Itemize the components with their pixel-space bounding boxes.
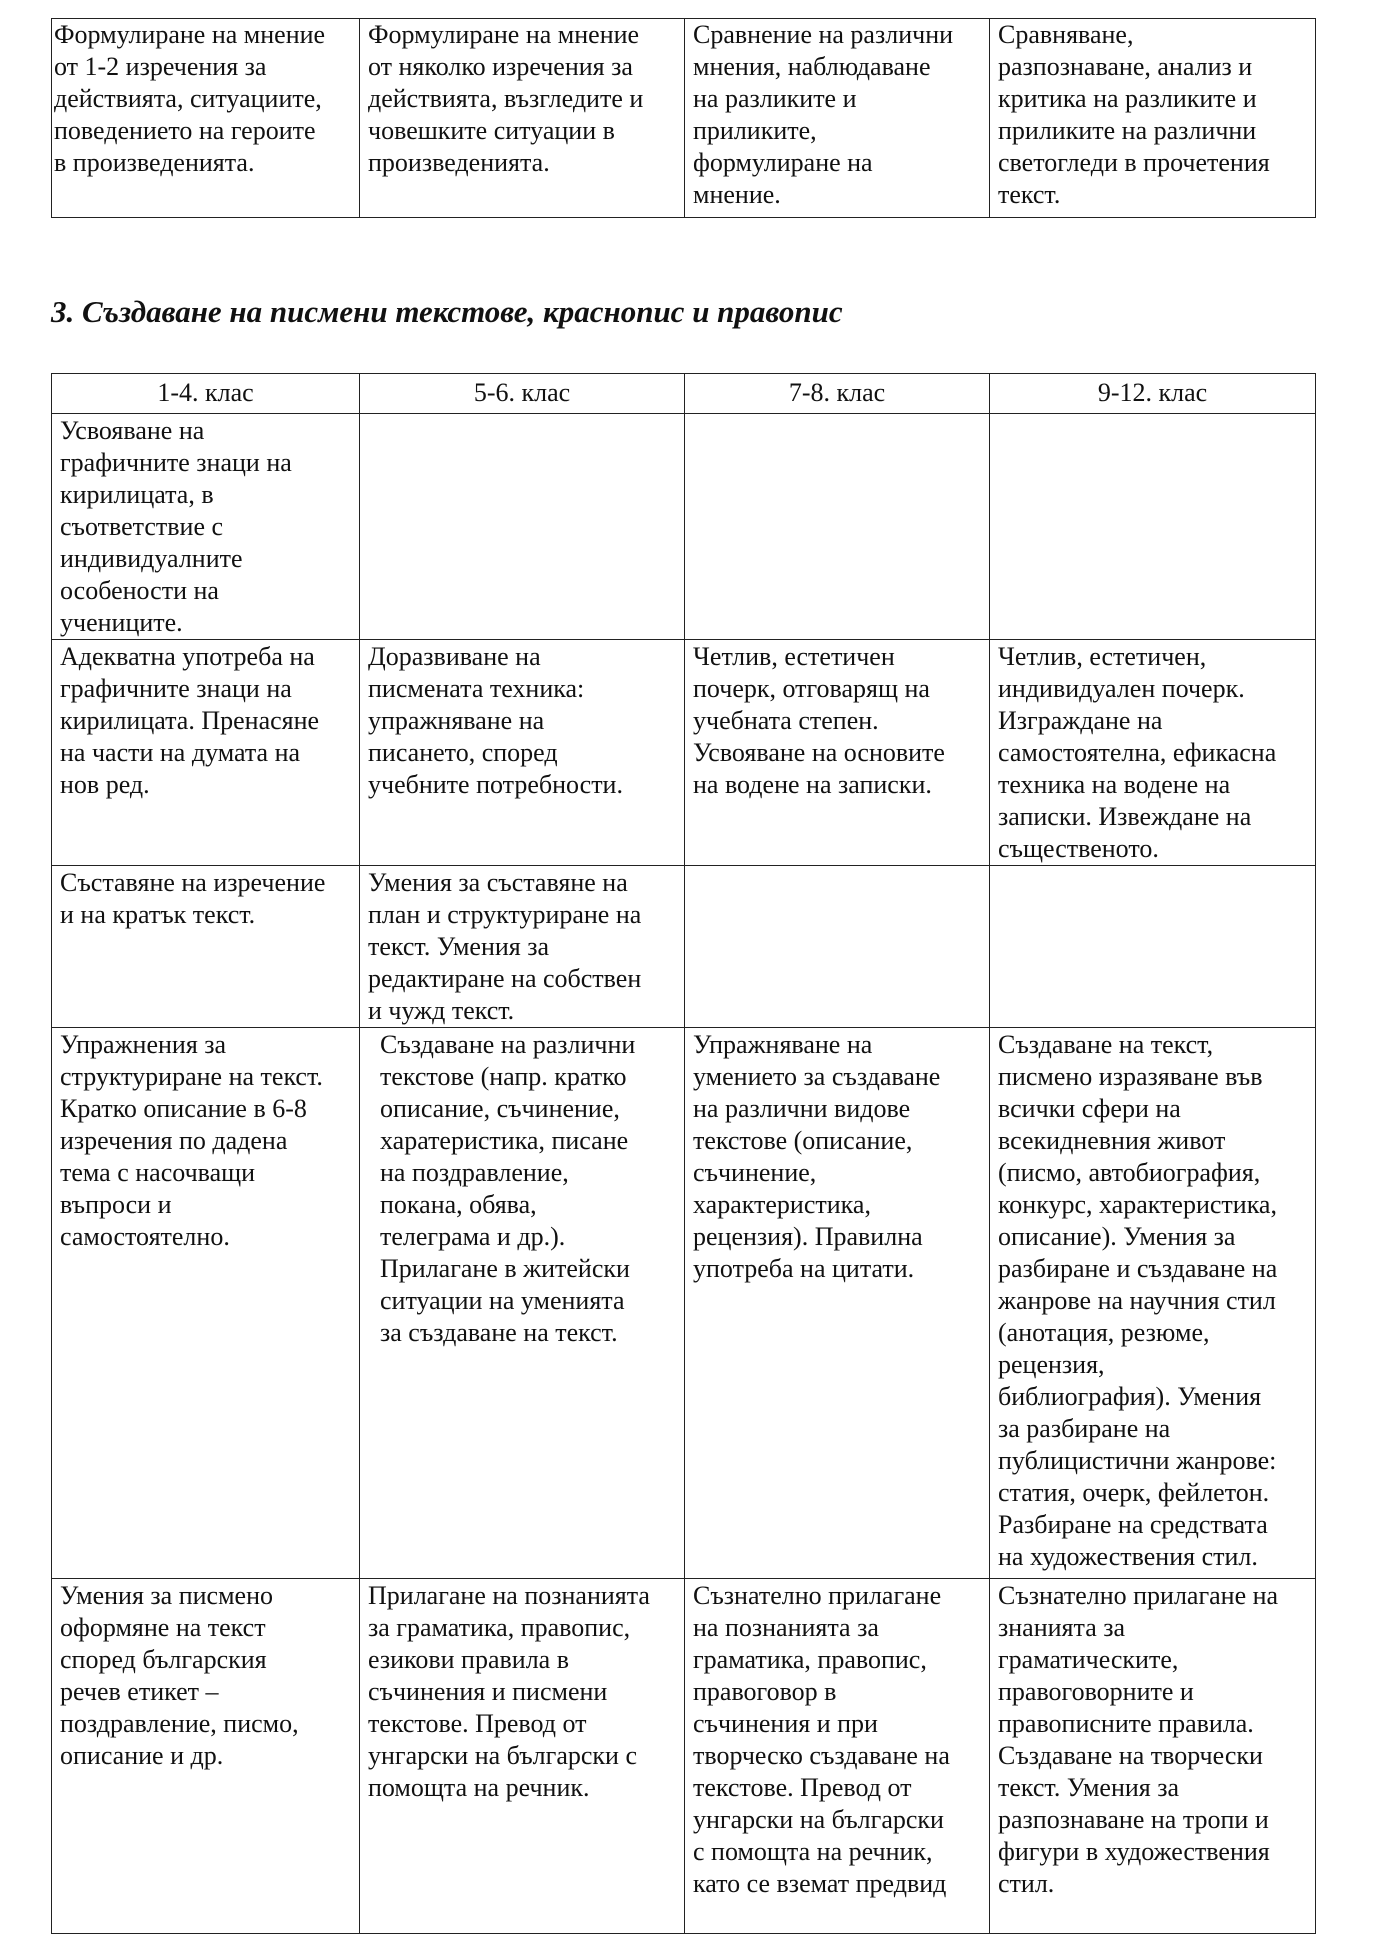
top-table [51,18,1316,218]
table-cell: Формулиране на мнение от 1-2 изречения за действията, ситуациите, поведението на героите в произведенията. [52,19,360,218]
table-cell: Съзнателно прилагане на знанията за граматическите, правоговорните и правописните правила. Създаване на творчески текст. Умения за разпознаване на тропи и фигури в художествения стил. [990,1579,1316,1934]
table-cell: Прилагане на познанията за граматика, правопис, езикови правила в съчинения и писмени текстове. Превод от унгарски на български с помощта на речник. [360,1579,685,1934]
table-row [52,19,1316,218]
table-cell: Адекватна употреба на графичните знаци на кирилицата. Пренасяне на части на думата на нов ред. [52,640,360,866]
table-cell: Създаване на различни текстове (напр. кратко описание, съчинение, харатеристика, писане на поздравление, покана, обява, телеграма и др.). Прилагане в житейски ситуации на уменията за създаване на текст. [360,1028,685,1579]
table-cell: Четлив, естетичен, индивидуален почерк. Изграждане на самостоятелна, ефикасна техника на водене на записки. Извеждане на същественото. [990,640,1316,866]
table-cell: Упражнения за структуриране на текст. Кратко описание в 6-8 изречения по дадена тема с насочващи въпроси и самостоятелно. [52,1028,360,1579]
table-row [52,414,1316,640]
column-header: 5-6. клас [360,374,685,414]
table-cell [685,866,990,1028]
table-cell: Сравняване, разпознаване, анализ и критика на разликите и приликите на различни светогледи в прочетения текст. [990,19,1316,218]
table-cell [990,414,1316,640]
table-cell: Сравнение на различни мнения, наблюдаване на разликите и приликите, формулиране на мнение. [685,19,990,218]
table-cell [990,866,1316,1028]
table-cell [685,414,990,640]
table-row [52,1028,1316,1579]
table-row [52,866,1316,1028]
table-cell [360,414,685,640]
table-cell: Усвояване на графичните знаци на кирилицата, в съответствие с индивидуалните особености на учениците. [52,414,360,640]
column-header: 9-12. клас [990,374,1316,414]
table-header-row [52,374,1316,414]
section-heading: 3. Създаване на писмени текстове, краснопис и правопис [51,294,843,329]
column-header: 1-4. клас [52,374,360,414]
table-cell: Формулиране на мнение от няколко изречения за действията, възгледите и човешките ситуации в произведенията. [360,19,685,218]
table-cell: Умения за писмено оформяне на текст според българския речев етикет – поздравление, писмо, описание и др. [52,1579,360,1934]
table-cell: Упражняване на умението за създаване на различни видове текстове (описание, съчинение, характеристика, рецензия). Правилна употреба на цитати. [685,1028,990,1579]
table-row [52,1579,1316,1934]
table-cell: Съзнателно прилагане на познанията за граматика, правопис, правоговор в съчинения и при творческо създаване на текстове. Превод от унгарски на български с помощта на речник, като се вземат предвид [685,1579,990,1934]
table-cell: Умения за съставяне на план и структуриране на текст. Умения за редактиране на собствен и чужд текст. [360,866,685,1028]
table-cell: Доразвиване на писмената техника: упражняване на писането, според учебните потребности. [360,640,685,866]
table-cell: Четлив, естетичен почерк, отговарящ на учебната степен. Усвояване на основите на водене на записки. [685,640,990,866]
curriculum-table [51,373,1316,1934]
table-cell: Създаване на текст, писмено изразяване във всички сфери на всекидневния живот (писмо, автобиография, конкурс, характеристика, описание). Умения за разбиране и създаване на жанрове на научния стил (анотация, резюме, рецензия, библиография). Умения за разбиране на публицистични жанрове: статия, очерк, фейлетон. Разбиране на средствата на художествения стил. [990,1028,1316,1579]
table-cell: Съставяне на изречение и на кратък текст. [52,866,360,1028]
column-header: 7-8. клас [685,374,990,414]
table-row [52,640,1316,866]
